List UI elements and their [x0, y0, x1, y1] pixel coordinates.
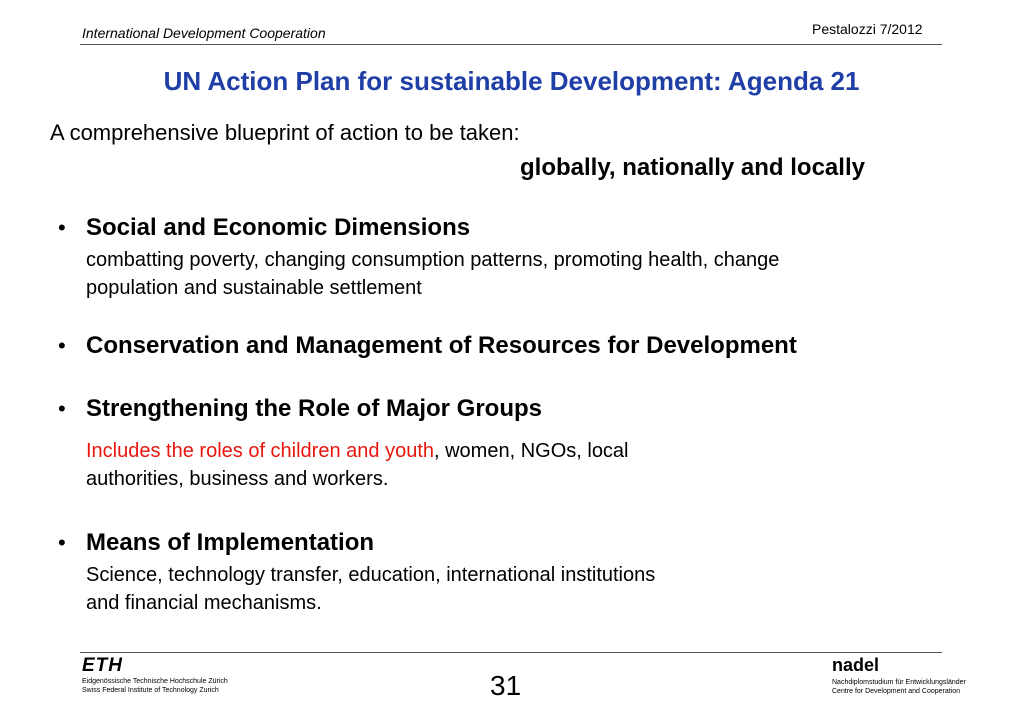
bullet-body-social-economic-line2: population and sustainable settlement — [86, 277, 422, 299]
header-author-date: Pestalozzi 7/2012 — [812, 21, 923, 37]
bullet-body-social-economic-line1: combatting poverty, changing consumption patterns, promoting health, change — [86, 249, 780, 271]
header-organization: International Development Cooperation — [82, 25, 326, 41]
bullet-body-implementation-line1: Science, technology transfer, education, international institutions — [86, 564, 656, 586]
bullet-body-major-groups-line2: authorities, business and workers. — [86, 468, 389, 490]
bullet-heading-major-groups: Strengthening the Role of Major Groups — [86, 395, 542, 422]
bullet-heading-social-economic: Social and Economic Dimensions — [86, 214, 471, 241]
intro-emphasis: globally, nationally and locally — [520, 154, 865, 181]
bullet-marker: • — [58, 333, 66, 358]
eth-logo-wordmark: ETH — [82, 655, 123, 676]
bullet-body-major-groups-line1 — [86, 437, 629, 465]
eth-logo-line1: Eidgenössische Technische Hochschule Zürich — [82, 678, 228, 685]
bullet-marker: • — [58, 530, 66, 555]
bullet-marker: • — [58, 215, 66, 240]
body-rest: , women, NGOs, local — [434, 440, 629, 462]
highlight-children-youth: Includes the roles of children and youth — [86, 440, 434, 462]
footer-rule — [80, 652, 942, 653]
bullet-body-implementation-line2: and financial mechanisms. — [86, 592, 322, 614]
header-rule — [80, 44, 942, 45]
bullet-marker: • — [58, 396, 66, 421]
eth-logo-line2: Swiss Federal Institute of Technology Zurich — [82, 687, 219, 694]
slide-title: UN Action Plan for sustainable Development: Agenda 21 — [163, 66, 860, 96]
nadel-logo-line2: Centre for Development and Cooperation — [832, 688, 961, 695]
bullet-heading-implementation: Means of Implementation — [86, 529, 375, 556]
bullet-heading-conservation: Conservation and Management of Resources for Development — [86, 332, 797, 359]
page-number: 31 — [490, 670, 522, 701]
nadel-logo-line1: Nachdiplomstudium für Entwicklungsländer — [832, 679, 966, 686]
nadel-logo-wordmark: nadel — [832, 655, 880, 675]
intro-text: A comprehensive blueprint of action to be taken: — [50, 120, 520, 145]
